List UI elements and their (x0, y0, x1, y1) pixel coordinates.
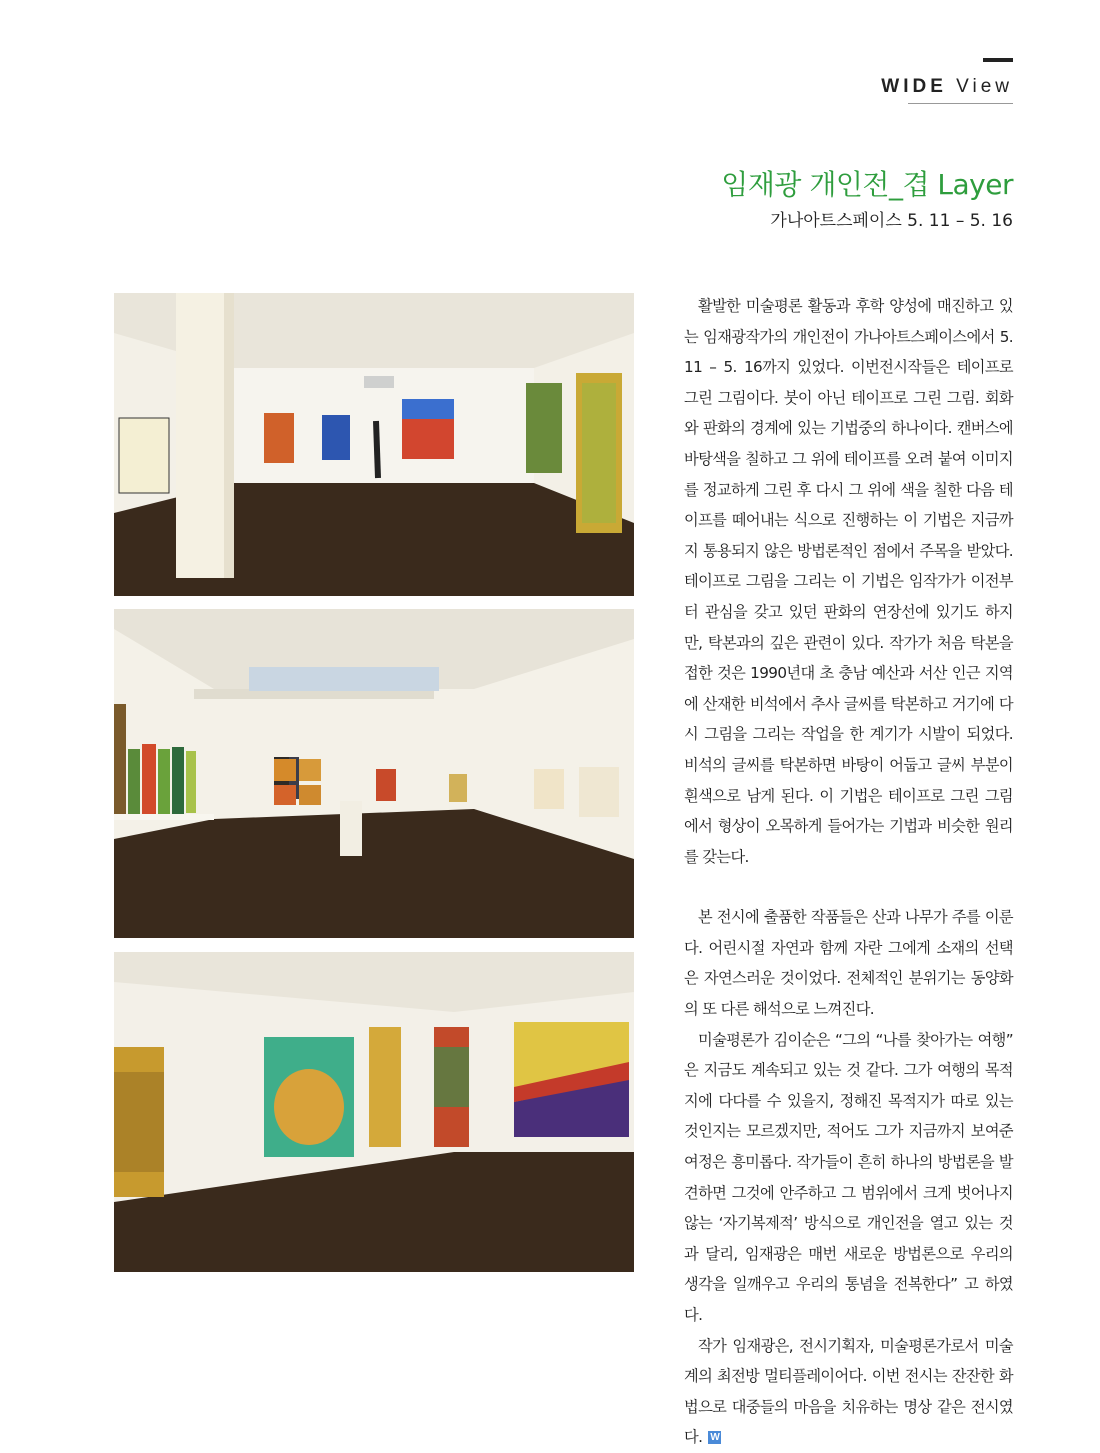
article-paragraph: 미술평론가 김이순은 “그의 “나를 찾아가는 여행” 은 지금도 계속되고 있는 것 같다. 그가 여행의 목적지에 다다를 수 있을지, 정해진 목적지가 따로 있는 것인지는 모르겠지만, 적어도 그가 지금까지 보여준 여정은 흥미롭다. 작가들이 흔히 하나의 방법론을 발견하면 그것에 안주하고 그 범위에서 크게 벗어나지 않는 ‘자기복제적’ 방식으로 개인전을 열고 있는 것과 달리, 임재광은 매번 새로운 방법론으로 우리의 생각을 일깨우고 우리의 통념을 전복한다” 고 하였다. (684, 1030, 1013, 1324)
gallery-photo-2 (114, 609, 634, 938)
section-header-bold: WIDE (881, 76, 947, 97)
article-paragraph: 활발한 미술평론 활동과 후학 양성에 매진하고 있는 임재광작가의 개인전이 가나아트스페이스에서 5. 11 – 5. 16까지 있었다. 이번전시작들은 테이프로 그린 그림이다. 붓이 아닌 테이프로 그린 그림. 회화와 판화의 경계에 있는 기법중의 하나이다. 캔버스에 바탕색을 칠하고 그 위에 테이프를 오려 붙여 이미지를 정교하게 그린 후 다시 그 위에 색을 칠한 다음 테이프를 떼어내는 식으로 진행하는 이 기법은 지금까지 통용되지 않은 방법론적인 점에서 주목을 받았다. 테이프로 그림을 그리는 이 기법은 임작가가 이전부터 관심을 갖고 있던 판화의 연장선에 있기도 하지만, 탁본과의 깊은 관련이 있다. 작가가 처음 탁본을 접한 것은 1990년대 초 충남 예산과 서산 인근 지역에 산재한 비석에서 추사 글씨를 탁본하고 거기에 다시 그림을 그리는 작업을 한 계기가 시발이 되었다. 비석의 글씨를 탁본하면 바탕이 어둡고 글씨 부분이 흰색으로 남게 된다. 이 기법은 테이프로 그린 그림에서 형상이 오목하게 들어가는 기법과 비슷한 원리를 갖는다. (684, 297, 1013, 866)
article-paragraph-last (684, 1331, 1013, 1453)
article-paragraph-text: 작가 임재광은, 전시기획자, 미술평론가로서 미술계의 최전방 멀티플레이어다. 이번 전시는 잔잔한 화법으로 대중들의 마음을 치유하는 명상 같은 전시였다. (684, 1336, 1013, 1447)
gallery-photo-3 (114, 952, 634, 1272)
section-header (881, 76, 1013, 98)
end-mark: W (710, 1432, 720, 1444)
article-title: 임재광 개인전_겹 Layer (721, 168, 1013, 201)
article-body (684, 291, 1013, 1453)
article-paragraph: 본 전시에 출품한 작품들은 산과 나무가 주를 이룬다. 어린시절 자연과 함께 자란 그에게 소재의 선택은 자연스러운 것이었다. 전체적인 분위기는 동양화의 또 다른 해석으로 느껴진다. (684, 908, 1013, 1019)
header-underline (908, 103, 1013, 104)
gallery-photo-1 (114, 293, 634, 596)
header-rule (983, 58, 1013, 62)
article-subtitle: 가나아트스페이스 5. 11 – 5. 16 (770, 211, 1013, 231)
section-header-light: View (956, 76, 1013, 97)
